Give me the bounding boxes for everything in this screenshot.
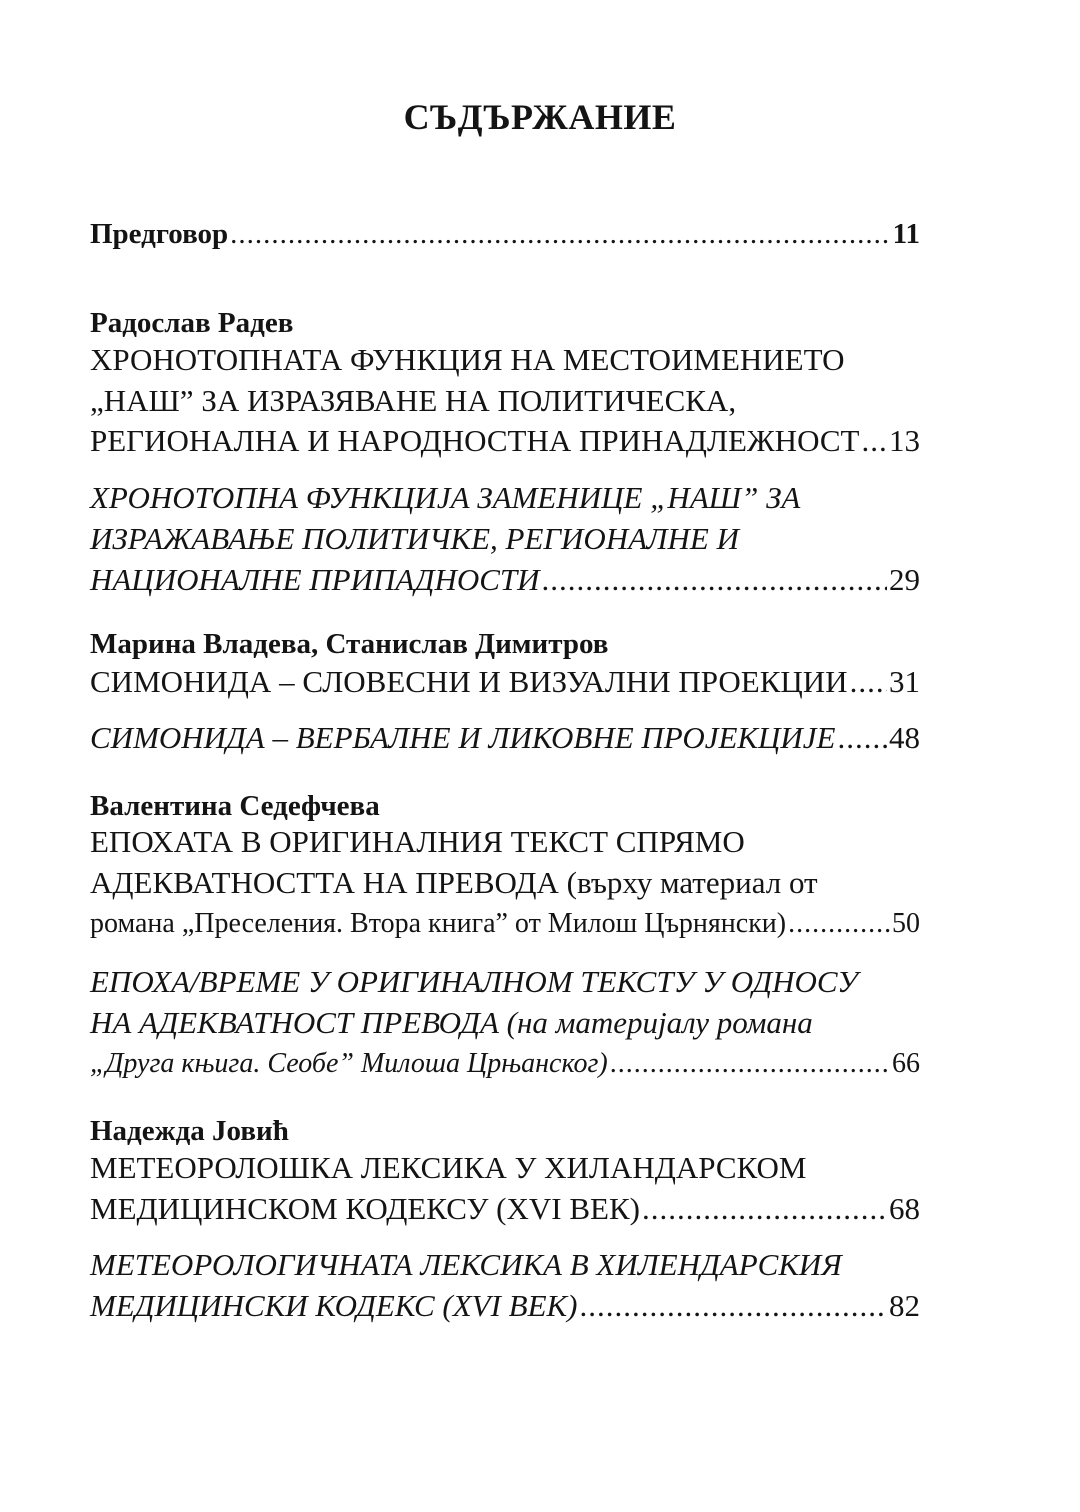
page-number: 29 — [889, 562, 920, 597]
toc-entry[interactable] — [90, 1286, 920, 1326]
entry-title-line: ХРОНОТОПНА ФУНКЦИЈА ЗАМЕНИЦЕ „НАШ” ЗА — [90, 480, 801, 515]
page-title: СЪДЪРЖАНИЕ — [403, 97, 677, 137]
page-number: 68 — [889, 1191, 920, 1226]
leader-dots — [610, 1044, 890, 1084]
entry-title-line: „Друга књига. Сеобе” Милоша Црњанског) — [90, 1048, 608, 1079]
entry-title-line: НА АДЕКВАТНОСТ ПРЕВОДА (на материјалу романа — [90, 1005, 813, 1040]
entry-title-line: РЕГИОНАЛНА И НАРОДНОСТНА ПРИНАДЛЕЖНОСТ — [90, 423, 860, 458]
page-number: 50 — [892, 908, 920, 939]
leader-dots — [837, 718, 887, 758]
leader-dots — [642, 1189, 887, 1229]
entry-title: Предговор — [90, 218, 229, 250]
toc-entry[interactable] — [90, 1189, 920, 1229]
section-author: Надежда Јовић — [90, 1115, 289, 1147]
page-number: 13 — [889, 423, 920, 458]
entry-title-line: МЕДИЦИНСКИ КОДЕКС (XVI ВЕК) — [90, 1288, 578, 1323]
entry-title-line: НАЦИОНАЛНЕ ПРИПАДНОСТИ — [90, 562, 540, 597]
page-number: 48 — [889, 720, 920, 755]
leader-dots — [579, 1286, 887, 1326]
section-author: Радослав Радев — [90, 307, 294, 339]
leader-dots — [788, 904, 890, 944]
page-number: 66 — [892, 1048, 920, 1079]
entry-title-line: ЕПОХА/ВРЕМЕ У ОРИГИНАЛНОМ ТЕКСТУ У ОДНОСУ — [90, 964, 859, 999]
toc-entry[interactable] — [90, 421, 920, 461]
entry-title-line: МЕТЕОРОЛОГИЧНАТА ЛЕКСИКА В ХИЛЕНДАРСКИЯ — [90, 1247, 842, 1282]
page-number: 82 — [889, 1288, 920, 1323]
leader-dots — [861, 421, 887, 461]
page-number: 31 — [889, 664, 920, 699]
entry-title-line: ЕПОХАТА В ОРИГИНАЛНИЯ ТЕКСТ СПРЯМО — [90, 824, 745, 859]
section-author: Марина Владева, Станислав Димитров — [90, 628, 609, 660]
toc-entry[interactable] — [90, 662, 920, 702]
entry-title-line: АДЕКВАТНОСТТА НА ПРЕВОДА (върху материал от — [90, 865, 818, 900]
leader-dots — [850, 662, 887, 702]
entry-title-line: ХРОНОТОПНАТА ФУНКЦИЯ НА МЕСТОИМЕНИЕТО — [90, 342, 845, 377]
leader-dots — [542, 560, 887, 600]
entry-title-line: МЕТЕОРОЛОШКА ЛЕКСИКА У ХИЛАНДАРСКОМ — [90, 1150, 807, 1185]
entry-title-line: МЕДИЦИНСКОМ КОДЕКСУ (XVI ВЕК) — [90, 1191, 640, 1226]
toc-entry-preface[interactable] — [90, 214, 920, 254]
toc-entry[interactable] — [90, 718, 920, 758]
entry-title-line: романа „Преселения. Втора книга” от Милош Църнянски) — [90, 908, 787, 939]
entry-title-line: „НАШ” ЗА ИЗРАЗЯВАНЕ НА ПОЛИТИЧЕСКА, — [90, 383, 737, 418]
toc-entry[interactable] — [90, 904, 920, 944]
entry-title-line: СИМОНИДА – СЛОВЕСНИ И ВИЗУАЛНИ ПРОЕКЦИИ — [90, 664, 848, 699]
entry-title-line: ИЗРАЖАВАЊЕ ПОЛИТИЧКЕ, РЕГИОНАЛНЕ И — [90, 521, 739, 556]
section-author: Валентина Седефчева — [90, 790, 380, 822]
toc-entry[interactable] — [90, 560, 920, 600]
leader-dots — [230, 214, 890, 254]
page-number: 11 — [892, 218, 920, 250]
toc-entry[interactable] — [90, 1044, 920, 1084]
entry-title-line: СИМОНИДА – ВЕРБАЛНЕ И ЛИКОВНЕ ПРОЈЕКЦИЈЕ — [90, 720, 836, 755]
